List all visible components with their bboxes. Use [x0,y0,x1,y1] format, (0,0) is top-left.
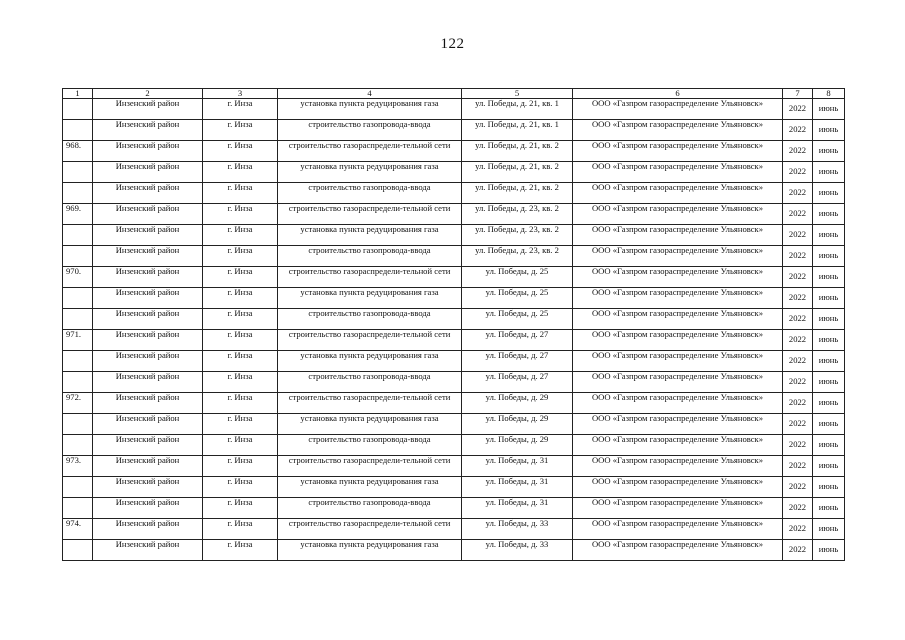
district-cell: Инзенский район [93,246,203,267]
table-row [63,330,845,351]
organization-cell: ООО «Газпром газораспределение Ульяновск» [573,351,783,372]
city-cell: г. Инза [203,141,278,162]
address-cell: ул. Победы, д. 21, кв. 1 [462,99,573,120]
district-cell: Инзенский район [93,141,203,162]
city-cell: г. Инза [203,246,278,267]
organization-cell: ООО «Газпром газораспределение Ульяновск» [573,99,783,120]
address-cell: ул. Победы, д. 29 [462,435,573,456]
row-number [63,372,93,393]
work-type-cell: установка пункта редуцирования газа [278,351,462,372]
city-cell: г. Инза [203,162,278,183]
address-cell: ул. Победы, д. 31 [462,456,573,477]
city-cell: г. Инза [203,414,278,435]
district-cell: Инзенский район [93,120,203,141]
district-cell: Инзенский район [93,225,203,246]
organization-cell: ООО «Газпром газораспределение Ульяновск» [573,183,783,204]
year-cell: 2022 [783,183,813,204]
district-cell: Инзенский район [93,267,203,288]
row-number [63,288,93,309]
organization-cell: ООО «Газпром газораспределение Ульяновск» [573,288,783,309]
district-cell: Инзенский район [93,99,203,120]
organization-cell: ООО «Газпром газораспределение Ульяновск» [573,498,783,519]
city-cell: г. Инза [203,351,278,372]
district-cell: Инзенский район [93,372,203,393]
district-cell: Инзенский район [93,162,203,183]
table-row [63,120,845,141]
table-row [63,309,845,330]
header-cell: 5 [462,89,573,99]
table-row [63,519,845,540]
organization-cell: ООО «Газпром газораспределение Ульяновск» [573,456,783,477]
row-number: 973. [63,456,93,477]
work-type-cell: строительство газораспредели-тельной сети [278,204,462,225]
table-row [63,435,845,456]
month-cell: июнь [813,519,845,540]
table-row [63,456,845,477]
month-cell: июнь [813,120,845,141]
row-number [63,498,93,519]
row-number [63,435,93,456]
work-type-cell: строительство газопровода-ввода [278,309,462,330]
organization-cell: ООО «Газпром газораспределение Ульяновск» [573,477,783,498]
table-row [63,372,845,393]
organization-cell: ООО «Газпром газораспределение Ульяновск» [573,435,783,456]
header-cell: 1 [63,89,93,99]
city-cell: г. Инза [203,225,278,246]
work-type-cell: строительство газопровода-ввода [278,183,462,204]
organization-cell: ООО «Газпром газораспределение Ульяновск» [573,246,783,267]
month-cell: июнь [813,99,845,120]
district-cell: Инзенский район [93,414,203,435]
row-number [63,477,93,498]
work-type-cell: установка пункта редуцирования газа [278,414,462,435]
year-cell: 2022 [783,267,813,288]
year-cell: 2022 [783,309,813,330]
work-type-cell: установка пункта редуцирования газа [278,99,462,120]
year-cell: 2022 [783,99,813,120]
city-cell: г. Инза [203,477,278,498]
district-cell: Инзенский район [93,351,203,372]
row-number [63,351,93,372]
organization-cell: ООО «Газпром газораспределение Ульяновск» [573,330,783,351]
city-cell: г. Инза [203,267,278,288]
month-cell: июнь [813,288,845,309]
organization-cell: ООО «Газпром газораспределение Ульяновск» [573,204,783,225]
month-cell: июнь [813,456,845,477]
city-cell: г. Инза [203,204,278,225]
month-cell: июнь [813,540,845,561]
year-cell: 2022 [783,246,813,267]
organization-cell: ООО «Газпром газораспределение Ульяновск» [573,540,783,561]
organization-cell: ООО «Газпром газораспределение Ульяновск» [573,414,783,435]
organization-cell: ООО «Газпром газораспределение Ульяновск» [573,267,783,288]
table-row [63,162,845,183]
city-cell: г. Инза [203,309,278,330]
year-cell: 2022 [783,393,813,414]
month-cell: июнь [813,330,845,351]
address-cell: ул. Победы, д. 33 [462,519,573,540]
organization-cell: ООО «Газпром газораспределение Ульяновск» [573,309,783,330]
address-cell: ул. Победы, д. 25 [462,288,573,309]
address-cell: ул. Победы, д. 23, кв. 2 [462,225,573,246]
work-type-cell: строительство газораспредели-тельной сети [278,141,462,162]
table-row [63,246,845,267]
table-row [63,540,845,561]
year-cell: 2022 [783,330,813,351]
table-row [63,225,845,246]
row-number [63,183,93,204]
year-cell: 2022 [783,288,813,309]
district-cell: Инзенский район [93,288,203,309]
city-cell: г. Инза [203,540,278,561]
district-cell: Инзенский район [93,498,203,519]
header-cell: 6 [573,89,783,99]
year-cell: 2022 [783,225,813,246]
city-cell: г. Инза [203,519,278,540]
district-cell: Инзенский район [93,456,203,477]
organization-cell: ООО «Газпром газораспределение Ульяновск» [573,372,783,393]
address-cell: ул. Победы, д. 21, кв. 2 [462,183,573,204]
work-type-cell: строительство газопровода-ввода [278,120,462,141]
row-number: 969. [63,204,93,225]
year-cell: 2022 [783,498,813,519]
address-cell: ул. Победы, д. 27 [462,351,573,372]
work-type-cell: строительство газораспредели-тельной сети [278,519,462,540]
table-body [63,89,845,561]
row-number [63,99,93,120]
month-cell: июнь [813,498,845,519]
work-type-cell: строительство газораспредели-тельной сети [278,330,462,351]
district-cell: Инзенский район [93,330,203,351]
organization-cell: ООО «Газпром газораспределение Ульяновск» [573,141,783,162]
city-cell: г. Инза [203,372,278,393]
header-cell: 3 [203,89,278,99]
district-cell: Инзенский район [93,435,203,456]
year-cell: 2022 [783,162,813,183]
district-cell: Инзенский район [93,183,203,204]
address-cell: ул. Победы, д. 21, кв. 2 [462,141,573,162]
row-number: 970. [63,267,93,288]
address-cell: ул. Победы, д. 29 [462,414,573,435]
organization-cell: ООО «Газпром газораспределение Ульяновск» [573,393,783,414]
year-cell: 2022 [783,141,813,162]
header-cell: 8 [813,89,845,99]
month-cell: июнь [813,477,845,498]
year-cell: 2022 [783,456,813,477]
address-cell: ул. Победы, д. 23, кв. 2 [462,246,573,267]
address-cell: ул. Победы, д. 21, кв. 2 [462,162,573,183]
month-cell: июнь [813,267,845,288]
organization-cell: ООО «Газпром газораспределение Ульяновск» [573,162,783,183]
work-type-cell: строительство газопровода-ввода [278,498,462,519]
table-row [63,393,845,414]
work-type-cell: строительство газопровода-ввода [278,372,462,393]
row-number [63,414,93,435]
organization-cell: ООО «Газпром газораспределение Ульяновск» [573,225,783,246]
address-cell: ул. Победы, д. 33 [462,540,573,561]
year-cell: 2022 [783,519,813,540]
table-header-row [63,89,845,99]
header-cell: 4 [278,89,462,99]
header-cell: 2 [93,89,203,99]
table-row [63,351,845,372]
year-cell: 2022 [783,204,813,225]
table-row [63,477,845,498]
address-cell: ул. Победы, д. 27 [462,330,573,351]
month-cell: июнь [813,393,845,414]
district-cell: Инзенский район [93,204,203,225]
work-type-cell: установка пункта редуцирования газа [278,225,462,246]
row-number [63,225,93,246]
city-cell: г. Инза [203,183,278,204]
row-number: 971. [63,330,93,351]
address-cell: ул. Победы, д. 23, кв. 2 [462,204,573,225]
month-cell: июнь [813,351,845,372]
row-number: 974. [63,519,93,540]
address-cell: ул. Победы, д. 29 [462,393,573,414]
table-row [63,288,845,309]
work-type-cell: установка пункта редуцирования газа [278,477,462,498]
year-cell: 2022 [783,351,813,372]
month-cell: июнь [813,246,845,267]
records-table [62,88,845,561]
work-type-cell: установка пункта редуцирования газа [278,288,462,309]
month-cell: июнь [813,372,845,393]
row-number [63,120,93,141]
header-cell: 7 [783,89,813,99]
row-number: 968. [63,141,93,162]
work-type-cell: строительство газораспредели-тельной сети [278,456,462,477]
address-cell: ул. Победы, д. 21, кв. 1 [462,120,573,141]
work-type-cell: установка пункта редуцирования газа [278,162,462,183]
address-cell: ул. Победы, д. 27 [462,372,573,393]
table-row [63,267,845,288]
year-cell: 2022 [783,477,813,498]
district-cell: Инзенский район [93,519,203,540]
table-row [63,99,845,120]
district-cell: Инзенский район [93,540,203,561]
organization-cell: ООО «Газпром газораспределение Ульяновск» [573,120,783,141]
page-number: 122 [440,36,465,52]
table-row [63,204,845,225]
year-cell: 2022 [783,120,813,141]
month-cell: июнь [813,414,845,435]
month-cell: июнь [813,309,845,330]
row-number [63,540,93,561]
district-cell: Инзенский район [93,309,203,330]
month-cell: июнь [813,183,845,204]
district-cell: Инзенский район [93,477,203,498]
table-row [63,498,845,519]
table-row [63,141,845,162]
month-cell: июнь [813,435,845,456]
address-cell: ул. Победы, д. 31 [462,477,573,498]
year-cell: 2022 [783,414,813,435]
row-number [63,309,93,330]
month-cell: июнь [813,162,845,183]
year-cell: 2022 [783,540,813,561]
work-type-cell: строительство газораспредели-тельной сети [278,267,462,288]
city-cell: г. Инза [203,288,278,309]
work-type-cell: установка пункта редуцирования газа [278,540,462,561]
address-cell: ул. Победы, д. 31 [462,498,573,519]
month-cell: июнь [813,225,845,246]
row-number: 972. [63,393,93,414]
table-row [63,183,845,204]
month-cell: июнь [813,204,845,225]
row-number [63,246,93,267]
organization-cell: ООО «Газпром газораспределение Ульяновск» [573,519,783,540]
city-cell: г. Инза [203,120,278,141]
city-cell: г. Инза [203,330,278,351]
address-cell: ул. Победы, д. 25 [462,267,573,288]
work-type-cell: строительство газопровода-ввода [278,246,462,267]
work-type-cell: строительство газораспредели-тельной сети [278,393,462,414]
city-cell: г. Инза [203,99,278,120]
city-cell: г. Инза [203,498,278,519]
table-row [63,414,845,435]
city-cell: г. Инза [203,393,278,414]
year-cell: 2022 [783,372,813,393]
row-number [63,162,93,183]
city-cell: г. Инза [203,456,278,477]
work-type-cell: строительство газопровода-ввода [278,435,462,456]
year-cell: 2022 [783,435,813,456]
month-cell: июнь [813,141,845,162]
address-cell: ул. Победы, д. 25 [462,309,573,330]
district-cell: Инзенский район [93,393,203,414]
city-cell: г. Инза [203,435,278,456]
